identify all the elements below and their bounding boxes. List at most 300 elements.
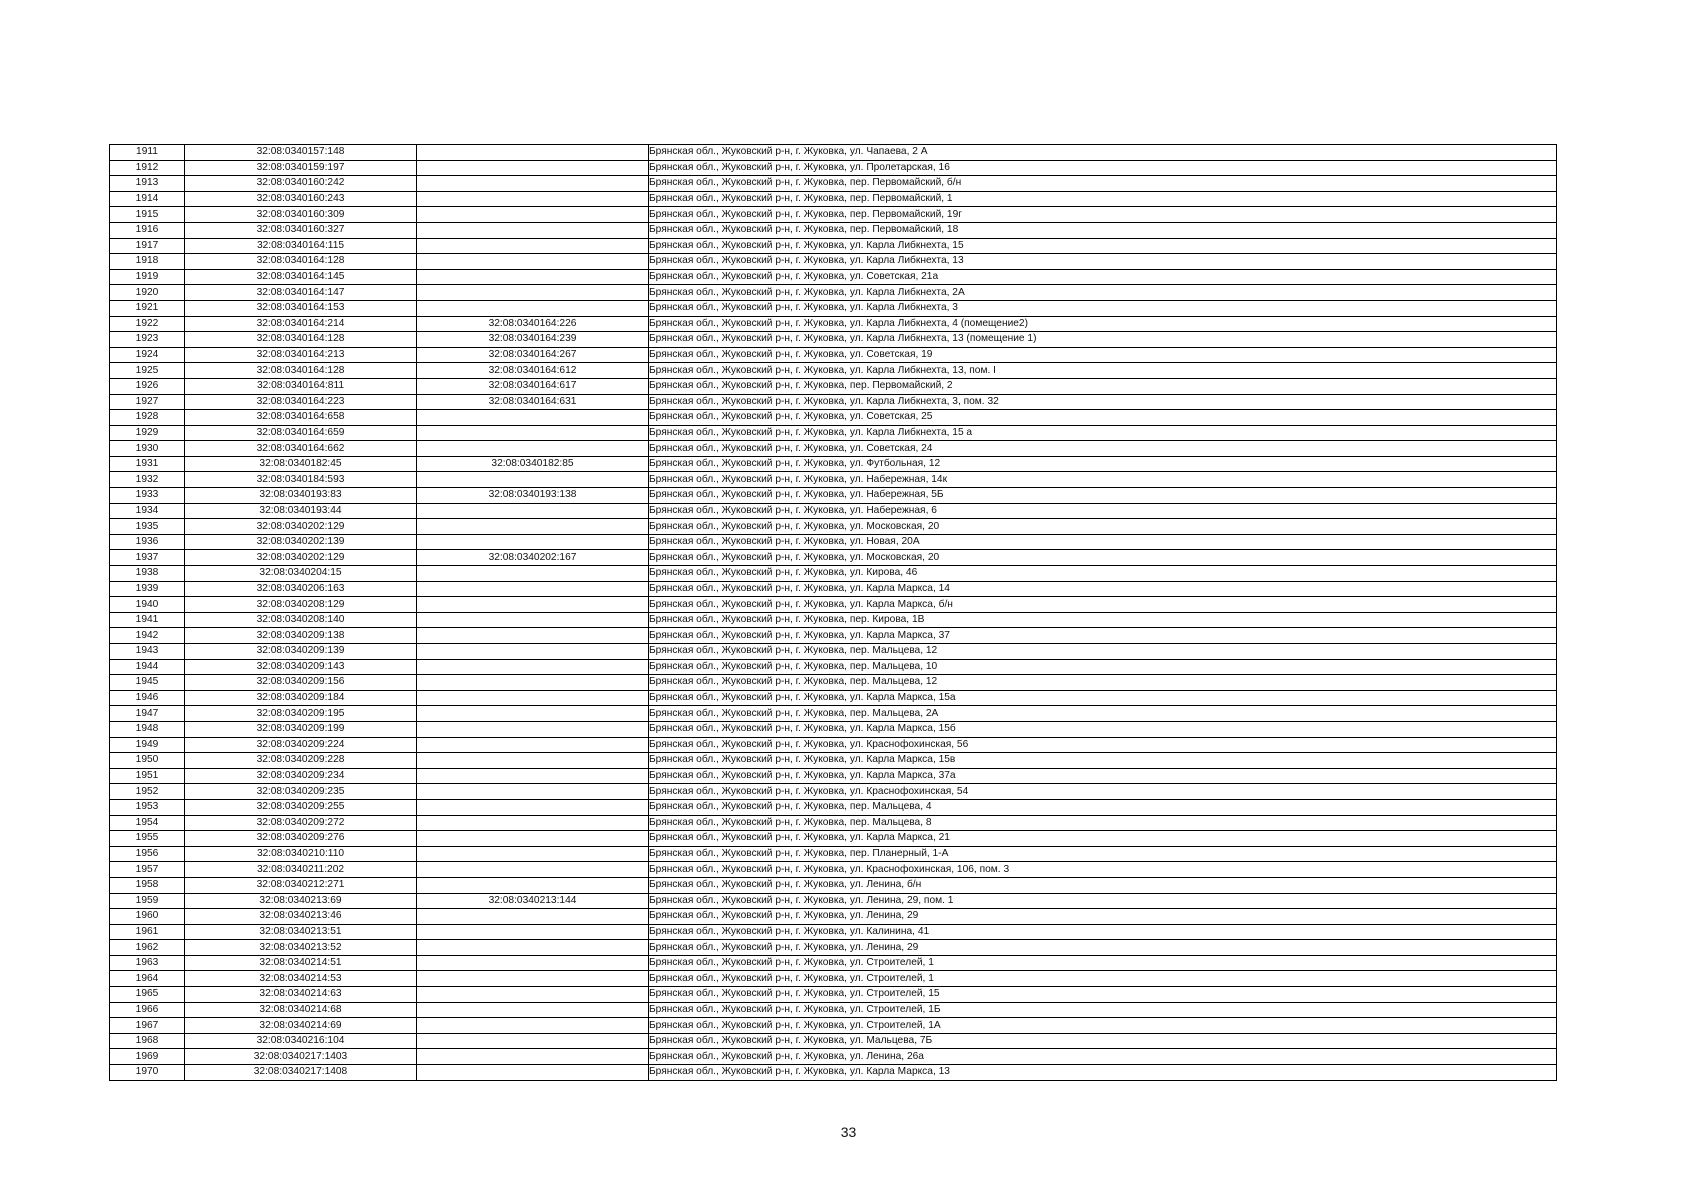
address-cell: Брянская обл., Жуковский р-н, г. Жуковка, пер. Мальцева, 10 — [649, 659, 1557, 675]
related-cadastral-number-cell — [417, 1018, 649, 1034]
cadastral-number-cell: 32:08:0340208:140 — [185, 612, 417, 628]
table-row — [110, 1065, 1557, 1081]
row-number-cell: 1925 — [110, 363, 185, 379]
cadastral-number-cell: 32:08:0340184:593 — [185, 472, 417, 488]
related-cadastral-number-cell — [417, 737, 649, 753]
table-row — [110, 784, 1557, 800]
table-row — [110, 893, 1557, 909]
related-cadastral-number-cell — [417, 721, 649, 737]
cadastral-number-cell: 32:08:0340214:68 — [185, 1002, 417, 1018]
row-number-cell: 1944 — [110, 659, 185, 675]
cadastral-number-cell: 32:08:0340209:234 — [185, 768, 417, 784]
related-cadastral-number-cell — [417, 706, 649, 722]
cadastral-number-cell: 32:08:0340213:51 — [185, 924, 417, 940]
table-row — [110, 222, 1557, 238]
address-cell: Брянская обл., Жуковский р-н, г. Жуковка, пер. Планерный, 1-А — [649, 846, 1557, 862]
related-cadastral-number-cell — [417, 768, 649, 784]
address-cell: Брянская обл., Жуковский р-н, г. Жуковка, ул. Карла Либкнехта, 3, пом. 32 — [649, 394, 1557, 410]
address-cell: Брянская обл., Жуковский р-н, г. Жуковка, ул. Карла Либкнехта, 2А — [649, 285, 1557, 301]
cadastral-number-cell: 32:08:0340209:228 — [185, 753, 417, 769]
row-number-cell: 1963 — [110, 955, 185, 971]
address-cell: Брянская обл., Жуковский р-н, г. Жуковка, ул. Карла Маркса, б/н — [649, 597, 1557, 613]
address-cell: Брянская обл., Жуковский р-н, г. Жуковка, пер. Первомайский, 19г — [649, 207, 1557, 223]
row-number-cell: 1939 — [110, 581, 185, 597]
cadastral-number-cell: 32:08:0340164:659 — [185, 425, 417, 441]
table-row — [110, 191, 1557, 207]
address-cell: Брянская обл., Жуковский р-н, г. Жуковка, ул. Краснофохинская, 106, пом. 3 — [649, 862, 1557, 878]
row-number-cell: 1933 — [110, 488, 185, 504]
row-number-cell: 1924 — [110, 347, 185, 363]
row-number-cell: 1941 — [110, 612, 185, 628]
related-cadastral-number-cell — [417, 145, 649, 161]
row-number-cell: 1968 — [110, 1033, 185, 1049]
cadastral-number-cell: 32:08:0340209:276 — [185, 831, 417, 847]
table-row — [110, 566, 1557, 582]
cadastral-number-cell: 32:08:0340164:128 — [185, 254, 417, 270]
address-cell: Брянская обл., Жуковский р-н, г. Жуковка, ул. Чапаева, 2 А — [649, 145, 1557, 161]
related-cadastral-number-cell — [417, 955, 649, 971]
address-cell: Брянская обл., Жуковский р-н, г. Жуковка, ул. Советская, 21а — [649, 269, 1557, 285]
related-cadastral-number-cell — [417, 441, 649, 457]
related-cadastral-number-cell — [417, 987, 649, 1003]
related-cadastral-number-cell — [417, 207, 649, 223]
table-row — [110, 534, 1557, 550]
row-number-cell: 1950 — [110, 753, 185, 769]
address-cell: Брянская обл., Жуковский р-н, г. Жуковка, пер. Первомайский, б/н — [649, 176, 1557, 192]
row-number-cell: 1961 — [110, 924, 185, 940]
table-body — [110, 145, 1557, 1081]
row-number-cell: 1913 — [110, 176, 185, 192]
related-cadastral-number-cell — [417, 659, 649, 675]
cadastral-number-cell: 32:08:0340202:129 — [185, 519, 417, 535]
cadastral-number-cell: 32:08:0340209:255 — [185, 799, 417, 815]
related-cadastral-number-cell — [417, 176, 649, 192]
address-cell: Брянская обл., Жуковский р-н, г. Жуковка, ул. Ленина, 29, пом. 1 — [649, 893, 1557, 909]
related-cadastral-number-cell — [417, 238, 649, 254]
cadastral-number-cell: 32:08:0340209:272 — [185, 815, 417, 831]
table-row — [110, 488, 1557, 504]
row-number-cell: 1969 — [110, 1049, 185, 1065]
table-row — [110, 924, 1557, 940]
table-row — [110, 940, 1557, 956]
table-row — [110, 690, 1557, 706]
row-number-cell: 1920 — [110, 285, 185, 301]
address-cell: Брянская обл., Жуковский р-н, г. Жуковка, пер. Мальцева, 12 — [649, 644, 1557, 660]
address-cell: Брянская обл., Жуковский р-н, г. Жуковка, пер. Первомайский, 2 — [649, 378, 1557, 394]
row-number-cell: 1945 — [110, 675, 185, 691]
cadastral-number-cell: 32:08:0340164:147 — [185, 285, 417, 301]
row-number-cell: 1918 — [110, 254, 185, 270]
cadastral-number-cell: 32:08:0340211:202 — [185, 862, 417, 878]
table-row — [110, 597, 1557, 613]
row-number-cell: 1917 — [110, 238, 185, 254]
row-number-cell: 1965 — [110, 987, 185, 1003]
row-number-cell: 1923 — [110, 332, 185, 348]
cadastral-number-cell: 32:08:0340193:83 — [185, 488, 417, 504]
cadastral-number-cell: 32:08:0340209:235 — [185, 784, 417, 800]
row-number-cell: 1943 — [110, 644, 185, 660]
address-cell: Брянская обл., Жуковский р-н, г. Жуковка, ул. Ленина, б/н — [649, 877, 1557, 893]
address-cell: Брянская обл., Жуковский р-н, г. Жуковка, ул. Футбольная, 12 — [649, 456, 1557, 472]
related-cadastral-number-cell — [417, 877, 649, 893]
cadastral-number-cell: 32:08:0340214:63 — [185, 987, 417, 1003]
table-row — [110, 238, 1557, 254]
cadastral-number-cell: 32:08:0340202:129 — [185, 550, 417, 566]
table-row — [110, 378, 1557, 394]
address-cell: Брянская обл., Жуковский р-н, г. Жуковка, пер. Первомайский, 18 — [649, 222, 1557, 238]
row-number-cell: 1928 — [110, 410, 185, 426]
row-number-cell: 1931 — [110, 456, 185, 472]
related-cadastral-number-cell — [417, 831, 649, 847]
table-row — [110, 1018, 1557, 1034]
row-number-cell: 1967 — [110, 1018, 185, 1034]
cadastral-number-cell: 32:08:0340164:811 — [185, 378, 417, 394]
related-cadastral-number-cell — [417, 503, 649, 519]
address-cell: Брянская обл., Жуковский р-н, г. Жуковка, ул. Строителей, 1 — [649, 971, 1557, 987]
table-row — [110, 706, 1557, 722]
address-cell: Брянская обл., Жуковский р-н, г. Жуковка, ул. Карла Маркса, 14 — [649, 581, 1557, 597]
table-row — [110, 799, 1557, 815]
cadastral-number-cell: 32:08:0340202:139 — [185, 534, 417, 550]
table-row — [110, 909, 1557, 925]
address-cell: Брянская обл., Жуковский р-н, г. Жуковка, ул. Советская, 24 — [649, 441, 1557, 457]
related-cadastral-number-cell — [417, 924, 649, 940]
cadastral-number-cell: 32:08:0340164:214 — [185, 316, 417, 332]
cadastral-number-cell: 32:08:0340164:662 — [185, 441, 417, 457]
address-cell: Брянская обл., Жуковский р-н, г. Жуковка, пер. Кирова, 1В — [649, 612, 1557, 628]
address-cell: Брянская обл., Жуковский р-н, г. Жуковка, ул. Карла Маркса, 13 — [649, 1065, 1557, 1081]
cadastral-number-cell: 32:08:0340160:309 — [185, 207, 417, 223]
address-cell: Брянская обл., Жуковский р-н, г. Жуковка, ул. Набережная, 6 — [649, 503, 1557, 519]
table-row — [110, 425, 1557, 441]
table-row — [110, 145, 1557, 161]
table-row — [110, 815, 1557, 831]
related-cadastral-number-cell — [417, 1002, 649, 1018]
row-number-cell: 1958 — [110, 877, 185, 893]
related-cadastral-number-cell — [417, 846, 649, 862]
row-number-cell: 1962 — [110, 940, 185, 956]
cadastral-number-cell: 32:08:0340160:243 — [185, 191, 417, 207]
related-cadastral-number-cell — [417, 519, 649, 535]
address-cell: Брянская обл., Жуковский р-н, г. Жуковка, пер. Мальцева, 4 — [649, 799, 1557, 815]
related-cadastral-number-cell: 32:08:0340202:167 — [417, 550, 649, 566]
row-number-cell: 1921 — [110, 300, 185, 316]
row-number-cell: 1940 — [110, 597, 185, 613]
related-cadastral-number-cell — [417, 1049, 649, 1065]
address-cell: Брянская обл., Жуковский р-н, г. Жуковка, ул. Ленина, 26а — [649, 1049, 1557, 1065]
row-number-cell: 1934 — [110, 503, 185, 519]
row-number-cell: 1919 — [110, 269, 185, 285]
related-cadastral-number-cell — [417, 971, 649, 987]
related-cadastral-number-cell — [417, 784, 649, 800]
related-cadastral-number-cell — [417, 799, 649, 815]
address-cell: Брянская обл., Жуковский р-н, г. Жуковка, ул. Карла Либкнехта, 15 — [649, 238, 1557, 254]
row-number-cell: 1922 — [110, 316, 185, 332]
related-cadastral-number-cell — [417, 222, 649, 238]
address-cell: Брянская обл., Жуковский р-н, г. Жуковка, ул. Строителей, 1А — [649, 1018, 1557, 1034]
address-cell: Брянская обл., Жуковский р-н, г. Жуковка, ул. Пролетарская, 16 — [649, 160, 1557, 176]
row-number-cell: 1912 — [110, 160, 185, 176]
row-number-cell: 1929 — [110, 425, 185, 441]
related-cadastral-number-cell — [417, 581, 649, 597]
address-cell: Брянская обл., Жуковский р-н, г. Жуковка, ул. Карла Маркса, 15а — [649, 690, 1557, 706]
cadastral-number-cell: 32:08:0340206:163 — [185, 581, 417, 597]
row-number-cell: 1957 — [110, 862, 185, 878]
row-number-cell: 1966 — [110, 1002, 185, 1018]
address-cell: Брянская обл., Жуковский р-н, г. Жуковка, ул. Карла Маркса, 15в — [649, 753, 1557, 769]
address-cell: Брянская обл., Жуковский р-н, г. Жуковка, ул. Карла Либкнехта, 13 (помещение 1) — [649, 332, 1557, 348]
page-number: 33 — [840, 1124, 857, 1140]
cadastral-registry-table — [109, 144, 1557, 1081]
row-number-cell: 1960 — [110, 909, 185, 925]
related-cadastral-number-cell: 32:08:0340193:138 — [417, 488, 649, 504]
table-row — [110, 987, 1557, 1003]
address-cell: Брянская обл., Жуковский р-н, г. Жуковка, ул. Советская, 25 — [649, 410, 1557, 426]
related-cadastral-number-cell — [417, 285, 649, 301]
row-number-cell: 1911 — [110, 145, 185, 161]
row-number-cell: 1936 — [110, 534, 185, 550]
address-cell: Брянская обл., Жуковский р-н, г. Жуковка, ул. Карла Либкнехта, 13, пом. I — [649, 363, 1557, 379]
table-row — [110, 550, 1557, 566]
related-cadastral-number-cell — [417, 300, 649, 316]
row-number-cell: 1956 — [110, 846, 185, 862]
cadastral-number-cell: 32:08:0340164:658 — [185, 410, 417, 426]
address-cell: Брянская обл., Жуковский р-н, г. Жуковка, ул. Краснофохинская, 56 — [649, 737, 1557, 753]
address-cell: Брянская обл., Жуковский р-н, г. Жуковка, ул. Кирова, 46 — [649, 566, 1557, 582]
cadastral-number-cell: 32:08:0340216:104 — [185, 1033, 417, 1049]
cadastral-number-cell: 32:08:0340204:15 — [185, 566, 417, 582]
row-number-cell: 1914 — [110, 191, 185, 207]
address-cell: Брянская обл., Жуковский р-н, г. Жуковка, пер. Мальцева, 2А — [649, 706, 1557, 722]
table-row — [110, 363, 1557, 379]
table-row — [110, 347, 1557, 363]
table-row — [110, 753, 1557, 769]
address-cell: Брянская обл., Жуковский р-н, г. Жуковка, ул. Краснофохинская, 54 — [649, 784, 1557, 800]
table-row — [110, 659, 1557, 675]
cadastral-number-cell: 32:08:0340164:223 — [185, 394, 417, 410]
cadastral-number-cell: 32:08:0340209:138 — [185, 628, 417, 644]
related-cadastral-number-cell: 32:08:0340182:85 — [417, 456, 649, 472]
address-cell: Брянская обл., Жуковский р-н, г. Жуковка, ул. Карла Маркса, 21 — [649, 831, 1557, 847]
table-row — [110, 768, 1557, 784]
table-row — [110, 456, 1557, 472]
address-cell: Брянская обл., Жуковский р-н, г. Жуковка, ул. Московская, 20 — [649, 519, 1557, 535]
table-row — [110, 628, 1557, 644]
table-row — [110, 160, 1557, 176]
address-cell: Брянская обл., Жуковский р-н, г. Жуковка, ул. Карла Маркса, 37а — [649, 768, 1557, 784]
related-cadastral-number-cell — [417, 815, 649, 831]
table-row — [110, 1002, 1557, 1018]
cadastral-number-cell: 32:08:0340159:197 — [185, 160, 417, 176]
address-cell: Брянская обл., Жуковский р-н, г. Жуковка, ул. Московская, 20 — [649, 550, 1557, 566]
related-cadastral-number-cell — [417, 1065, 649, 1081]
row-number-cell: 1926 — [110, 378, 185, 394]
row-number-cell: 1947 — [110, 706, 185, 722]
table-row — [110, 831, 1557, 847]
table-row — [110, 207, 1557, 223]
address-cell: Брянская обл., Жуковский р-н, г. Жуковка, ул. Ленина, 29 — [649, 940, 1557, 956]
table-row — [110, 846, 1557, 862]
related-cadastral-number-cell: 32:08:0340164:226 — [417, 316, 649, 332]
table-row — [110, 581, 1557, 597]
table-row — [110, 254, 1557, 270]
row-number-cell: 1951 — [110, 768, 185, 784]
cadastral-number-cell: 32:08:0340157:148 — [185, 145, 417, 161]
cadastral-number-cell: 32:08:0340209:224 — [185, 737, 417, 753]
address-cell: Брянская обл., Жуковский р-н, г. Жуковка, ул. Карла Либкнехта, 13 — [649, 254, 1557, 270]
related-cadastral-number-cell — [417, 909, 649, 925]
table-row — [110, 612, 1557, 628]
table-row — [110, 316, 1557, 332]
related-cadastral-number-cell: 32:08:0340213:144 — [417, 893, 649, 909]
table-row — [110, 503, 1557, 519]
row-number-cell: 1942 — [110, 628, 185, 644]
related-cadastral-number-cell — [417, 628, 649, 644]
row-number-cell: 1948 — [110, 721, 185, 737]
row-number-cell: 1935 — [110, 519, 185, 535]
cadastral-number-cell: 32:08:0340217:1403 — [185, 1049, 417, 1065]
address-cell: Брянская обл., Жуковский р-н, г. Жуковка, пер. Мальцева, 8 — [649, 815, 1557, 831]
cadastral-number-cell: 32:08:0340213:46 — [185, 909, 417, 925]
row-number-cell: 1927 — [110, 394, 185, 410]
cadastral-number-cell: 32:08:0340209:184 — [185, 690, 417, 706]
table-row — [110, 519, 1557, 535]
related-cadastral-number-cell — [417, 612, 649, 628]
row-number-cell: 1952 — [110, 784, 185, 800]
address-cell: Брянская обл., Жуковский р-н, г. Жуковка, ул. Мальцева, 7Б — [649, 1033, 1557, 1049]
row-number-cell: 1937 — [110, 550, 185, 566]
cadastral-number-cell: 32:08:0340209:199 — [185, 721, 417, 737]
cadastral-number-cell: 32:08:0340209:143 — [185, 659, 417, 675]
address-cell: Брянская обл., Жуковский р-н, г. Жуковка, пер. Мальцева, 12 — [649, 675, 1557, 691]
related-cadastral-number-cell — [417, 940, 649, 956]
related-cadastral-number-cell — [417, 410, 649, 426]
address-cell: Брянская обл., Жуковский р-н, г. Жуковка, ул. Карла Маркса, 15б — [649, 721, 1557, 737]
cadastral-number-cell: 32:08:0340164:128 — [185, 363, 417, 379]
address-cell: Брянская обл., Жуковский р-н, г. Жуковка, ул. Ленина, 29 — [649, 909, 1557, 925]
related-cadastral-number-cell — [417, 862, 649, 878]
cadastral-number-cell: 32:08:0340164:115 — [185, 238, 417, 254]
address-cell: Брянская обл., Жуковский р-н, г. Жуковка, ул. Карла Либкнехта, 4 (помещение2) — [649, 316, 1557, 332]
cadastral-number-cell: 32:08:0340209:156 — [185, 675, 417, 691]
table-row — [110, 300, 1557, 316]
row-number-cell: 1959 — [110, 893, 185, 909]
related-cadastral-number-cell — [417, 675, 649, 691]
table-row — [110, 1033, 1557, 1049]
row-number-cell: 1970 — [110, 1065, 185, 1081]
cadastral-number-cell: 32:08:0340214:51 — [185, 955, 417, 971]
related-cadastral-number-cell: 32:08:0340164:267 — [417, 347, 649, 363]
row-number-cell: 1953 — [110, 799, 185, 815]
cadastral-number-cell: 32:08:0340160:242 — [185, 176, 417, 192]
cadastral-number-cell: 32:08:0340214:53 — [185, 971, 417, 987]
table-row — [110, 176, 1557, 192]
row-number-cell: 1930 — [110, 441, 185, 457]
address-cell: Брянская обл., Жуковский р-н, г. Жуковка, ул. Калинина, 41 — [649, 924, 1557, 940]
row-number-cell: 1949 — [110, 737, 185, 753]
table-row — [110, 394, 1557, 410]
table-row — [110, 441, 1557, 457]
row-number-cell: 1938 — [110, 566, 185, 582]
related-cadastral-number-cell — [417, 160, 649, 176]
cadastral-number-cell: 32:08:0340212:271 — [185, 877, 417, 893]
table-row — [110, 269, 1557, 285]
related-cadastral-number-cell — [417, 644, 649, 660]
related-cadastral-number-cell: 32:08:0340164:239 — [417, 332, 649, 348]
cadastral-number-cell: 32:08:0340164:128 — [185, 332, 417, 348]
row-number-cell: 1932 — [110, 472, 185, 488]
address-cell: Брянская обл., Жуковский р-н, г. Жуковка, ул. Карла Либкнехта, 15 а — [649, 425, 1557, 441]
cadastral-number-cell: 32:08:0340164:213 — [185, 347, 417, 363]
table-row — [110, 410, 1557, 426]
related-cadastral-number-cell — [417, 690, 649, 706]
cadastral-number-cell: 32:08:0340164:153 — [185, 300, 417, 316]
row-number-cell: 1955 — [110, 831, 185, 847]
related-cadastral-number-cell — [417, 753, 649, 769]
related-cadastral-number-cell — [417, 254, 649, 270]
address-cell: Брянская обл., Жуковский р-н, г. Жуковка, ул. Новая, 20А — [649, 534, 1557, 550]
table-row — [110, 971, 1557, 987]
table-row — [110, 737, 1557, 753]
row-number-cell: 1946 — [110, 690, 185, 706]
table-row — [110, 877, 1557, 893]
address-cell: Брянская обл., Жуковский р-н, г. Жуковка, ул. Карла Маркса, 37 — [649, 628, 1557, 644]
related-cadastral-number-cell — [417, 191, 649, 207]
address-cell: Брянская обл., Жуковский р-н, г. Жуковка, ул. Строителей, 1Б — [649, 1002, 1557, 1018]
table-row — [110, 1049, 1557, 1065]
related-cadastral-number-cell: 32:08:0340164:631 — [417, 394, 649, 410]
address-cell: Брянская обл., Жуковский р-н, г. Жуковка, ул. Строителей, 15 — [649, 987, 1557, 1003]
address-cell: Брянская обл., Жуковский р-н, г. Жуковка, ул. Советская, 19 — [649, 347, 1557, 363]
table-row — [110, 644, 1557, 660]
cadastral-number-cell: 32:08:0340213:52 — [185, 940, 417, 956]
row-number-cell: 1964 — [110, 971, 185, 987]
address-cell: Брянская обл., Жуковский р-н, г. Жуковка, пер. Первомайский, 1 — [649, 191, 1557, 207]
related-cadastral-number-cell — [417, 472, 649, 488]
row-number-cell: 1954 — [110, 815, 185, 831]
table-row — [110, 285, 1557, 301]
address-cell: Брянская обл., Жуковский р-н, г. Жуковка, ул. Набережная, 5Б — [649, 488, 1557, 504]
table-row — [110, 721, 1557, 737]
address-cell: Брянская обл., Жуковский р-н, г. Жуковка, ул. Карла Либкнехта, 3 — [649, 300, 1557, 316]
table-row — [110, 675, 1557, 691]
related-cadastral-number-cell — [417, 566, 649, 582]
table-row — [110, 862, 1557, 878]
row-number-cell: 1916 — [110, 222, 185, 238]
cadastral-number-cell: 32:08:0340160:327 — [185, 222, 417, 238]
address-cell: Брянская обл., Жуковский р-н, г. Жуковка, ул. Строителей, 1 — [649, 955, 1557, 971]
related-cadastral-number-cell — [417, 425, 649, 441]
cadastral-number-cell: 32:08:0340209:139 — [185, 644, 417, 660]
cadastral-number-cell: 32:08:0340209:195 — [185, 706, 417, 722]
cadastral-number-cell: 32:08:0340182:45 — [185, 456, 417, 472]
related-cadastral-number-cell — [417, 1033, 649, 1049]
cadastral-number-cell: 32:08:0340210:110 — [185, 846, 417, 862]
related-cadastral-number-cell — [417, 534, 649, 550]
cadastral-number-cell: 32:08:0340217:1408 — [185, 1065, 417, 1081]
cadastral-number-cell: 32:08:0340213:69 — [185, 893, 417, 909]
cadastral-number-cell: 32:08:0340193:44 — [185, 503, 417, 519]
table-row — [110, 472, 1557, 488]
row-number-cell: 1915 — [110, 207, 185, 223]
related-cadastral-number-cell — [417, 597, 649, 613]
table-row — [110, 332, 1557, 348]
cadastral-number-cell: 32:08:0340214:69 — [185, 1018, 417, 1034]
table-row — [110, 955, 1557, 971]
related-cadastral-number-cell: 32:08:0340164:617 — [417, 378, 649, 394]
related-cadastral-number-cell — [417, 269, 649, 285]
address-cell: Брянская обл., Жуковский р-н, г. Жуковка, ул. Набережная, 14к — [649, 472, 1557, 488]
